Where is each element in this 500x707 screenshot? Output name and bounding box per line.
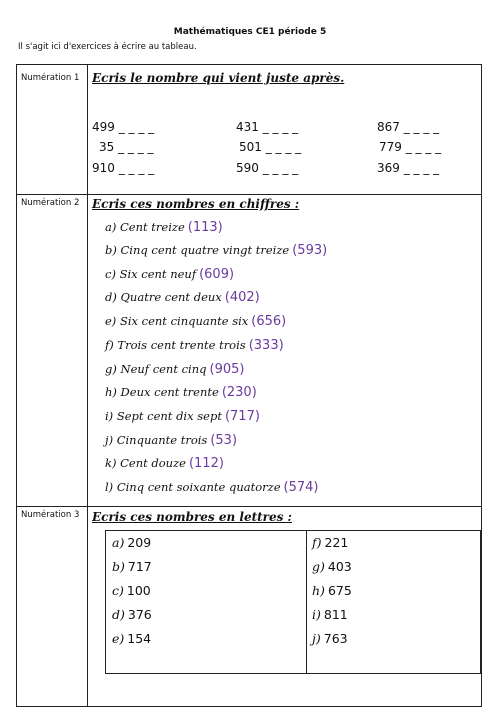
- list-item: [112, 583, 151, 598]
- section-label-3: Numération 3: [21, 510, 80, 520]
- list-item: [112, 631, 151, 646]
- item-value: 209: [127, 535, 152, 550]
- item-text: i) Sept cent dix sept: [105, 409, 222, 423]
- item-letter: f): [312, 535, 322, 550]
- list-item: [112, 559, 152, 574]
- number-item: 910 _ _ _ _: [92, 161, 155, 175]
- item-text: f) Trois cent trente trois: [105, 338, 246, 352]
- item-letter: j): [312, 631, 321, 646]
- item-value: 154: [127, 631, 152, 646]
- list-item: [105, 385, 257, 400]
- list-item: [105, 243, 327, 258]
- section-instruction-2: Ecris ces nombres en chiffres :: [92, 197, 300, 211]
- item-text: k) Cent douze: [105, 456, 186, 470]
- item-text: d) Quatre cent deux: [105, 290, 222, 304]
- item-value: 403: [327, 559, 352, 574]
- item-text: j) Cinquante trois: [105, 433, 208, 447]
- list-item: [312, 583, 352, 598]
- list-item: [105, 409, 260, 424]
- item-text: a) Cent treize: [105, 220, 185, 234]
- item-letter: d): [112, 607, 125, 622]
- section-instruction-3: Ecris ces nombres en lettres :: [92, 510, 292, 524]
- item-text: l) Cinq cent soixante quatorze: [105, 480, 281, 494]
- box-divider: [306, 531, 307, 673]
- list-item: [112, 535, 151, 550]
- item-answer: (905): [209, 362, 245, 377]
- item-letter: c): [112, 583, 124, 598]
- number-item: 431 _ _ _ _: [236, 120, 299, 134]
- item-answer: (574): [283, 480, 319, 495]
- item-answer: (112): [188, 456, 224, 471]
- item-value: 221: [324, 535, 349, 550]
- item-letter: e): [112, 631, 125, 646]
- item-value: 675: [327, 583, 352, 598]
- row-divider: [17, 194, 481, 195]
- list-item: [312, 607, 348, 622]
- item-answer: (113): [187, 220, 223, 235]
- number-item: 35 _ _ _ _: [99, 140, 154, 154]
- list-item: [105, 290, 260, 305]
- item-answer: (402): [224, 290, 260, 305]
- item-answer: (593): [292, 243, 328, 258]
- column-divider: [87, 65, 88, 706]
- exercise-table: [16, 64, 482, 707]
- section-label-1: Numération 1: [21, 73, 80, 83]
- list-item: [105, 433, 237, 448]
- item-value: 100: [126, 583, 151, 598]
- item-letter: g): [312, 559, 325, 574]
- item-answer: (609): [199, 267, 235, 282]
- list-item: [112, 607, 152, 622]
- page-title: Mathématiques CE1 période 5: [173, 27, 327, 37]
- item-value: 763: [323, 631, 348, 646]
- number-item: 501 _ _ _ _: [239, 140, 302, 154]
- item-answer: (230): [221, 385, 257, 400]
- list-item: [312, 559, 352, 574]
- item-answer: (333): [248, 338, 284, 353]
- item-text: e) Six cent cinquante six: [105, 314, 249, 328]
- number-item: 590 _ _ _ _: [236, 161, 299, 175]
- answer-box: [105, 530, 481, 674]
- number-item: 779 _ _ _ _: [379, 140, 442, 154]
- item-answer: (717): [224, 409, 260, 424]
- item-text: g) Neuf cent cinq: [105, 362, 207, 376]
- item-text: c) Six cent neuf: [105, 267, 197, 281]
- item-value: 376: [127, 607, 152, 622]
- number-item: 867 _ _ _ _: [377, 120, 440, 134]
- item-letter: i): [312, 607, 321, 622]
- number-item: 369 _ _ _ _: [377, 161, 440, 175]
- list-item: [105, 267, 234, 282]
- list-item: [105, 220, 223, 235]
- list-item: [105, 480, 318, 495]
- page-subtitle: Il s'agit ici d'exercices à écrire au tableau.: [18, 42, 197, 52]
- number-item: 499 _ _ _ _: [92, 120, 155, 134]
- list-item: [105, 456, 224, 471]
- item-text: h) Deux cent trente: [105, 385, 219, 399]
- item-answer: (656): [251, 314, 287, 329]
- list-item: [312, 535, 348, 550]
- item-value: 717: [127, 559, 152, 574]
- list-item: [105, 314, 286, 329]
- item-letter: h): [312, 583, 325, 598]
- section-instruction-1: Ecris le nombre qui vient juste après.: [92, 71, 345, 85]
- list-item: [312, 631, 348, 646]
- list-item: [105, 338, 284, 353]
- item-answer: (53): [210, 433, 238, 448]
- item-letter: a): [112, 535, 125, 550]
- list-item: [105, 362, 244, 377]
- item-value: 811: [323, 607, 348, 622]
- item-letter: b): [112, 559, 125, 574]
- item-text: b) Cinq cent quatre vingt treize: [105, 243, 290, 257]
- row-divider: [17, 506, 481, 507]
- section-label-2: Numération 2: [21, 198, 80, 208]
